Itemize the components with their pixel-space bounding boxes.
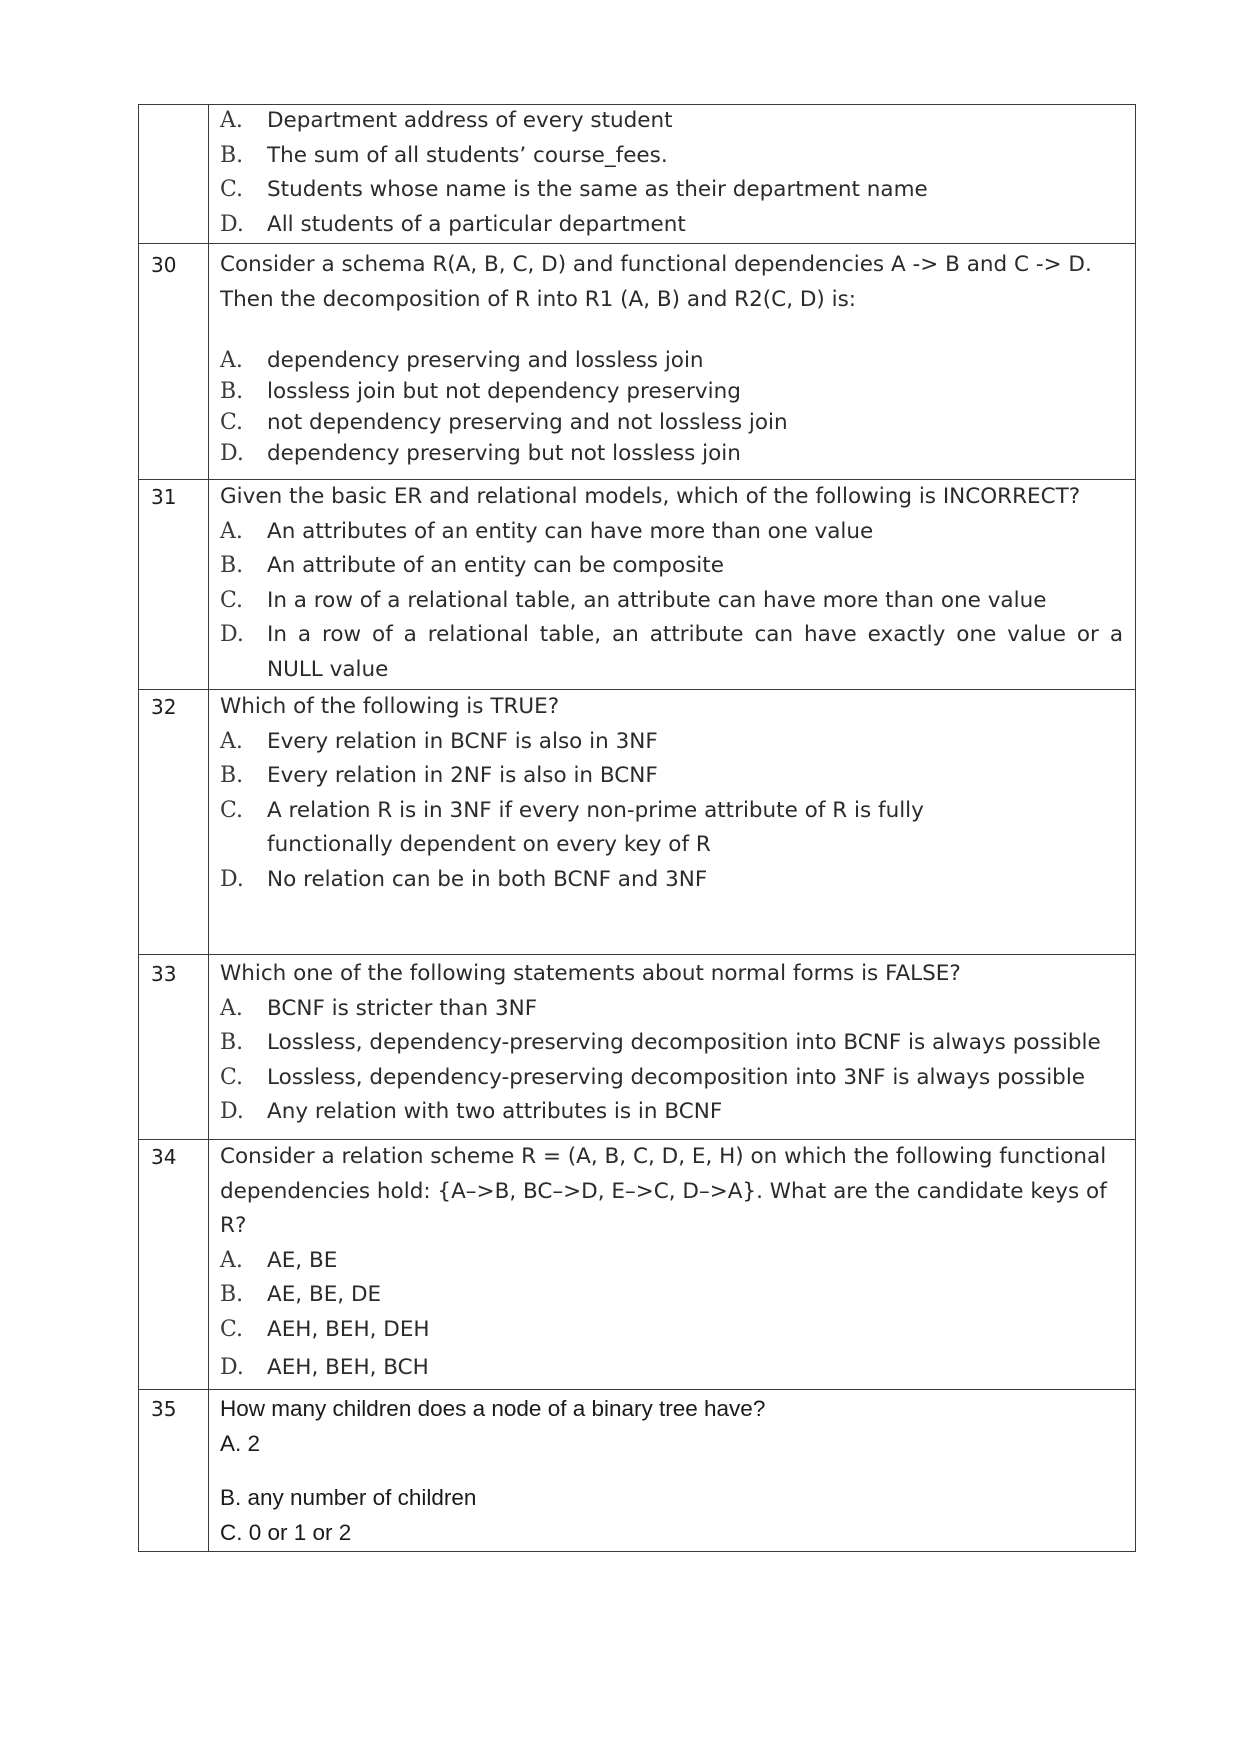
answer-a: A. 2 <box>220 1430 261 1456</box>
question-table <box>138 104 1136 1552</box>
question-body <box>209 690 1136 955</box>
option-letter: C. <box>220 587 244 613</box>
option-c <box>220 794 1123 863</box>
question-body <box>209 955 1136 1140</box>
option-text: No relation can be in both BCNF and 3NF <box>267 866 708 892</box>
question-number: 30 <box>139 244 209 480</box>
options-list <box>220 992 1123 1130</box>
option-a <box>220 992 1123 1027</box>
question-text: How many children does a node of a binary tree have? <box>220 1396 766 1421</box>
question-text: Which of the following is TRUE? <box>220 694 560 719</box>
option-d <box>220 438 1123 469</box>
option-d <box>220 1095 1123 1130</box>
option-text: An attributes of an entity can have more than one value <box>267 518 874 544</box>
question-row-31 <box>139 480 1136 690</box>
option-letter: D. <box>220 1099 244 1124</box>
option-d <box>220 863 1123 898</box>
option-b <box>220 549 1123 584</box>
option-letter: B. <box>220 553 244 578</box>
option-text: An attribute of an entity can be composite <box>267 553 724 578</box>
option-a <box>220 515 1123 550</box>
option-letter: A. <box>220 1247 243 1273</box>
option-letter: A. <box>220 728 243 754</box>
option-d <box>220 1347 1123 1389</box>
option-text: dependency preserving but not lossless join <box>267 441 741 466</box>
option-letter: C. <box>220 410 244 435</box>
option-c <box>220 173 1123 208</box>
option-b <box>220 1278 1123 1313</box>
question-number: 33 <box>139 955 209 1140</box>
option-text: AE, BE <box>267 1247 338 1273</box>
option-text: Students whose name is the same as their department name <box>267 177 928 202</box>
spacer <box>220 317 1123 345</box>
question-number <box>139 105 209 244</box>
question-body <box>209 244 1136 480</box>
option-letter: A. <box>220 348 243 373</box>
option-text: Any relation with two attributes is in BCNF <box>267 1099 723 1124</box>
option-text: The sum of all students’ course_fees. <box>267 142 668 168</box>
options-list <box>220 345 1123 469</box>
option-c <box>220 1061 1123 1096</box>
option-c <box>220 584 1123 619</box>
option-letter: D. <box>220 866 244 892</box>
question-body <box>209 1390 1136 1552</box>
option-text: AE, BE, DE <box>267 1282 382 1307</box>
option-letter: D. <box>220 441 244 466</box>
option-text: Lossless, dependency-preserving decomposition into 3NF is always possible <box>267 1064 1086 1090</box>
option-a <box>220 345 1123 376</box>
question-body <box>209 1140 1136 1390</box>
question-text: Which one of the following statements about normal forms is FALSE? <box>220 961 961 986</box>
options-list <box>220 1244 1123 1390</box>
option-letter: C. <box>220 177 244 202</box>
question-number: 35 <box>139 1390 209 1552</box>
spacer <box>220 1461 1123 1481</box>
option-b <box>220 1026 1123 1061</box>
option-letter: B. <box>220 1282 244 1307</box>
options-list <box>220 725 1123 898</box>
question-text: Consider a schema R(A, B, C, D) and functional dependencies A -> B and C -> D. Then the decomposition of R into R1 (A, B) and R2(C, D) is: <box>220 252 1092 312</box>
option-text: A relation R is in 3NF if every non-prime attribute of R is fully functionally dependent on every key of R <box>267 797 924 857</box>
option-letter: C. <box>220 797 244 823</box>
option-d <box>220 208 1123 243</box>
option-letter: A. <box>220 108 243 133</box>
option-b <box>220 759 1123 794</box>
option-text: lossless join but not dependency preserving <box>267 379 741 404</box>
question-number: 34 <box>139 1140 209 1390</box>
option-b <box>220 376 1123 407</box>
option-text: All students of a particular department <box>267 211 686 237</box>
option-c <box>220 1313 1123 1348</box>
question-row-29-continued <box>139 105 1136 244</box>
option-text: AEH, BEH, BCH <box>267 1355 429 1380</box>
option-text: AEH, BEH, DEH <box>267 1316 430 1342</box>
option-c <box>220 407 1123 438</box>
question-row-35 <box>139 1390 1136 1552</box>
option-text: not dependency preserving and not lossless join <box>267 410 788 435</box>
question-body <box>209 105 1136 244</box>
option-letter: D. <box>220 622 244 647</box>
option-letter: A. <box>220 518 243 544</box>
option-letter: A. <box>220 995 243 1021</box>
question-row-34 <box>139 1140 1136 1390</box>
question-row-30 <box>139 244 1136 480</box>
answer-b: B. any number of children <box>220 1485 477 1510</box>
question-row-32 <box>139 690 1136 955</box>
option-text: Every relation in BCNF is also in 3NF <box>267 728 658 754</box>
option-letter: C. <box>220 1064 244 1090</box>
option-d <box>220 618 1123 687</box>
option-letter: B. <box>220 379 244 404</box>
option-a <box>220 1244 1123 1279</box>
option-text: In a row of a relational table, an attribute can have more than one value <box>267 587 1047 613</box>
question-text: Consider a relation scheme R = (A, B, C, D, E, H) on which the following functional dependencies hold: {A–>B, BC–>D, E–>C, D–>A}. What are the candidate keys of R? <box>220 1144 1107 1238</box>
option-text: dependency preserving and lossless join <box>267 348 704 373</box>
options-list <box>220 515 1123 688</box>
option-a <box>220 104 1123 139</box>
answer-c: C. 0 or 1 or 2 <box>220 1519 352 1545</box>
option-letter: B. <box>220 1030 244 1055</box>
option-text: In a row of a relational table, an attribute can have exactly one value or a NULL value <box>267 622 1123 682</box>
option-text: Every relation in 2NF is also in BCNF <box>267 763 658 788</box>
option-a <box>220 725 1123 760</box>
option-letter: B. <box>220 142 244 168</box>
question-number: 32 <box>139 690 209 955</box>
option-letter: C. <box>220 1316 244 1342</box>
question-number: 31 <box>139 480 209 690</box>
options-list <box>220 104 1123 242</box>
option-text: Lossless, dependency-preserving decomposition into BCNF is always possible <box>267 1030 1101 1055</box>
option-letter: D. <box>220 211 244 237</box>
option-text: BCNF is stricter than 3NF <box>267 995 538 1021</box>
option-b <box>220 139 1123 174</box>
question-row-33 <box>139 955 1136 1140</box>
option-text: Department address of every student <box>267 108 673 133</box>
question-text: Given the basic ER and relational models, which of the following is INCORRECT? <box>220 484 1081 509</box>
option-letter: D. <box>220 1355 244 1380</box>
option-letter: B. <box>220 763 244 788</box>
question-body <box>209 480 1136 690</box>
